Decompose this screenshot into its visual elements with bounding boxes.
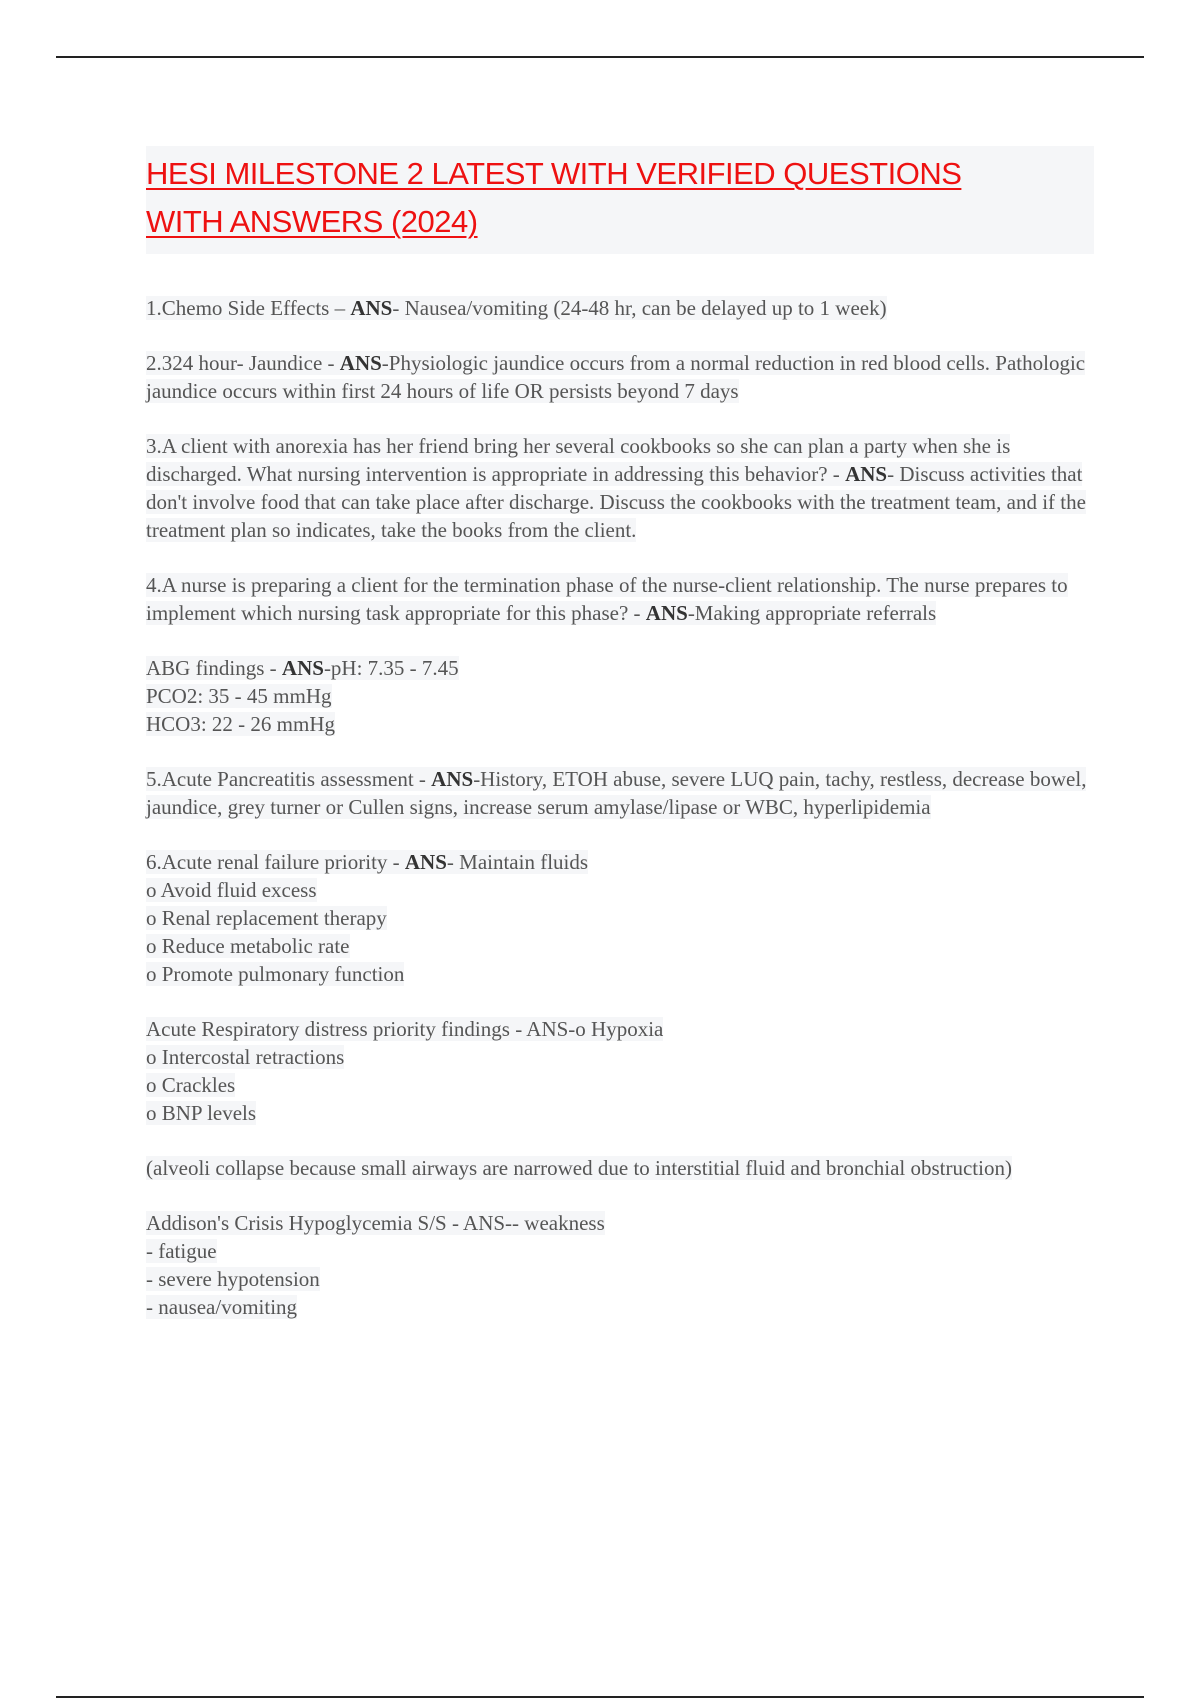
- sub-line: o Avoid fluid excess: [146, 878, 317, 902]
- answer-label: ANS: [645, 601, 688, 625]
- sub-line: o Intercostal retractions: [146, 1045, 345, 1069]
- sub-line: HCO3: 22 - 26 mmHg: [146, 712, 335, 736]
- qa-item-5: 5.Acute Pancreatitis assessment - ANS-History, ETOH abuse, severe LUQ pain, tachy, restless, decrease bowel, jaundice, grey turner or Cullen signs, increase serum amylase/lipase or WBC, hyperlipidemia: [146, 767, 1087, 819]
- answer-label: ANS: [350, 296, 393, 320]
- qa-item-4: 4.A nurse is preparing a client for the termination phase of the nurse-client relationship. The nurse prepares to implement which nursing task appropriate for this phase? - ANS-Making appropriate referrals: [146, 573, 1068, 625]
- title-block: [146, 146, 1094, 254]
- sub-line: o Crackles: [146, 1073, 236, 1097]
- sub-line: o Reduce metabolic rate: [146, 934, 350, 958]
- sub-line: - severe hypotension: [146, 1267, 320, 1291]
- answer-label: ANS: [845, 462, 888, 486]
- sub-line: - nausea/vomiting: [146, 1295, 298, 1319]
- answer-label: ANS: [281, 656, 324, 680]
- bottom-rule: [56, 1696, 1144, 1698]
- sub-line: o Renal replacement therapy: [146, 906, 387, 930]
- answer-label: ANS: [339, 351, 382, 375]
- document-body: [146, 146, 1094, 1348]
- sub-line: o BNP levels: [146, 1101, 257, 1125]
- qa-item-1: 1.Chemo Side Effects – ANS- Nausea/vomiting (24-48 hr, can be delayed up to 1 week): [146, 296, 887, 320]
- qa-item-6: 6.Acute renal failure priority - ANS- Maintain fluids o Avoid fluid excess o Renal replacement therapy o Reduce metabolic rate o Promote pulmonary function: [146, 850, 589, 986]
- note-alveoli: (alveoli collapse because small airways are narrowed due to interstitial fluid and bronchial obstruction): [146, 1156, 1012, 1180]
- sub-line: - fatigue: [146, 1239, 217, 1263]
- qa-item-2: 2.324 hour- Jaundice - ANS-Physiologic jaundice occurs from a normal reduction in red blood cells. Pathologic jaundice occurs within first 24 hours of life OR persists beyond 7 days: [146, 351, 1086, 403]
- qa-item-abg: ABG findings - ANS-pH: 7.35 - 7.45 PCO2: 35 - 45 mmHg HCO3: 22 - 26 mmHg: [146, 656, 459, 736]
- qa-item-ards: Acute Respiratory distress priority findings - ANS-o Hypoxia o Intercostal retractions o Crackles o BNP levels: [146, 1017, 664, 1125]
- answer-label: ANS: [404, 850, 447, 874]
- answer-label: ANS: [431, 767, 474, 791]
- top-rule: [56, 56, 1144, 58]
- qa-item-addison: Addison's Crisis Hypoglycemia S/S - ANS-- weakness - fatigue - severe hypotension - nausea/vomiting: [146, 1211, 605, 1319]
- sub-line: o Promote pulmonary function: [146, 962, 405, 986]
- document-title: HESI MILESTONE 2 LATEST WITH VERIFIED QUESTIONS WITH ANSWERS (2024): [146, 156, 962, 239]
- qa-item-3: 3.A client with anorexia has her friend bring her several cookbooks so she can plan a party when she is discharged. What nursing intervention is appropriate in addressing this behavior? - ANS- Discuss activities that don't involve food that can take place after discharge. Discuss the cookbooks with the treatment team, and if the treatment plan so indicates, take the books from the client.: [146, 434, 1086, 542]
- sub-line: PCO2: 35 - 45 mmHg: [146, 684, 332, 708]
